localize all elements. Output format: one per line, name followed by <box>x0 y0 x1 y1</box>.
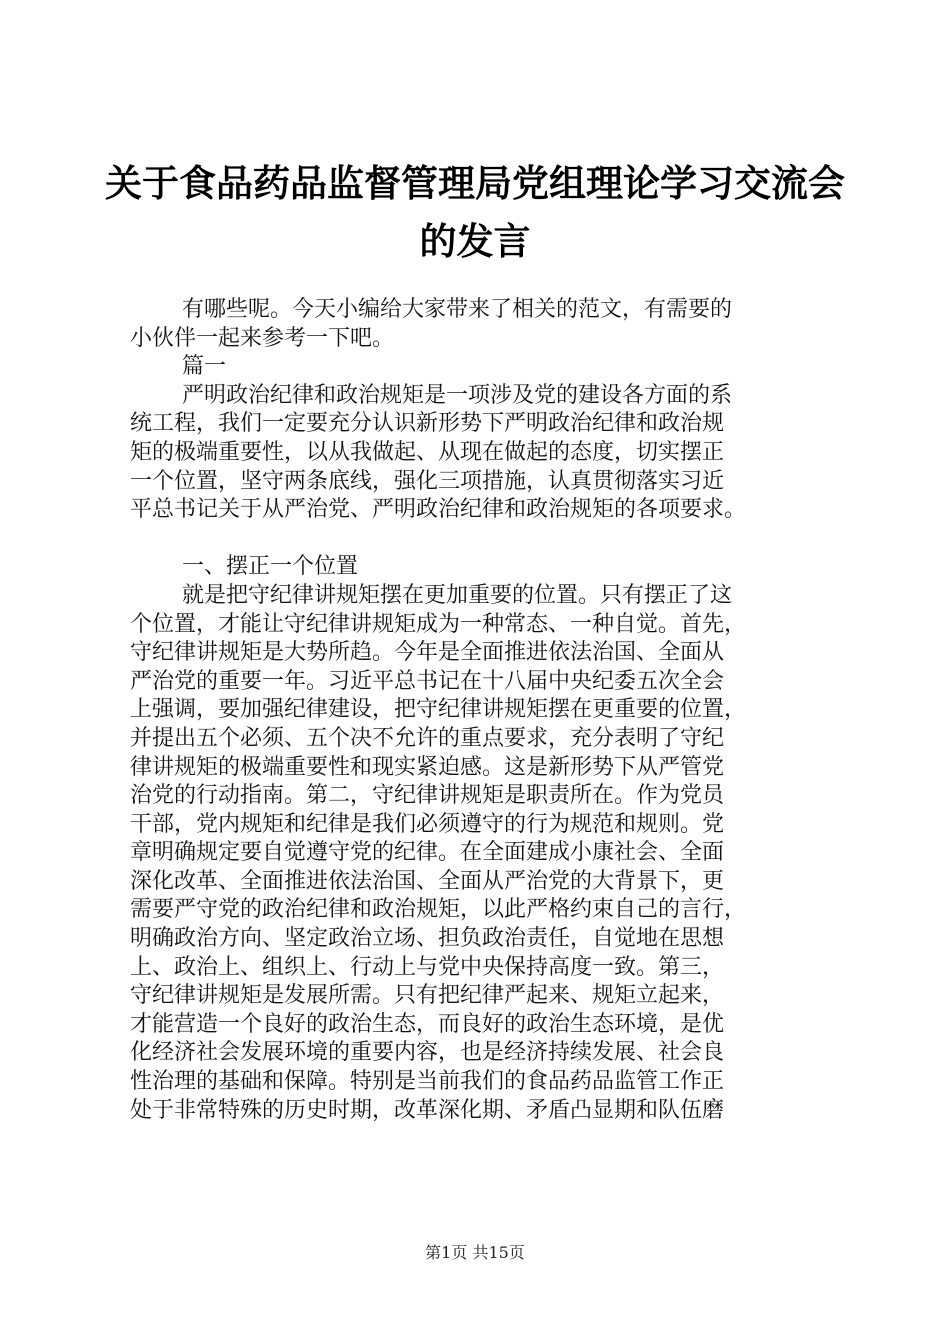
paragraph-line: 统工程，我们一定要充分认识新形势下严明政治纪律和政治规 <box>130 411 725 437</box>
section-heading: 一、摆正一个位置 <box>182 554 359 580</box>
paragraph-line: 律讲规矩的极端重要性和现实紧迫感。这是新形势下从严管党 <box>130 754 725 780</box>
paragraph-line: 治党的行动指南。第二，守纪律讲规矩是职责所在。作为党员 <box>130 783 725 809</box>
paragraph-line: 严治党的重要一年。习近平总书记在十八届中央纪委五次全会 <box>130 668 725 694</box>
paragraph-line: 上强调，要加强纪律建设，把守纪律讲规矩摆在更重要的位置， <box>130 697 747 723</box>
paragraph-line: 守纪律讲规矩是发展所需。只有把纪律严起来、规矩立起来， <box>130 983 725 1009</box>
paragraph-spacer <box>130 525 820 554</box>
paragraph-line: 处于非常特殊的历史时期，改革深化期、矛盾凸显期和队伍磨 <box>130 1097 725 1123</box>
paragraph-line: 化经济社会发展环境的重要内容，也是经济持续发展、社会良 <box>130 1040 725 1066</box>
document-title-line-2: 的发言 <box>419 220 531 263</box>
paragraph-line: 个位置，才能让守纪律讲规矩成为一种常态、一种自觉。首先， <box>130 611 747 637</box>
paragraph-line: 就是把守纪律讲规矩摆在更加重要的位置。只有摆正了这 <box>182 582 733 608</box>
paragraph-line: 章明确规定要自觉遵守党的纪律。在全面建成小康社会、全面 <box>130 840 725 866</box>
paragraph-line: 矩的极端重要性，以从我做起、从现在做起的态度，切实摆正 <box>130 439 725 465</box>
page-number-footer: 第1页 共15页 <box>425 1243 525 1262</box>
paragraph-line: 深化改革、全面推进依法治国、全面从严治党的大背景下，更 <box>130 868 725 894</box>
section-heading: 篇一 <box>182 354 227 380</box>
document-body <box>130 296 820 1125</box>
paragraph-line: 上、政治上、组织上、行动上与党中央保持高度一致。第三， <box>130 954 725 980</box>
paragraph-line: 需要严守党的政治纪律和政治规矩，以此严格约束自己的言行， <box>130 897 747 923</box>
paragraph-line: 平总书记关于从严治党、严明政治纪律和政治规矩的各项要求。 <box>130 497 747 523</box>
paragraph-line: 干部，党内规矩和纪律是我们必须遵守的行为规范和规则。党 <box>130 811 725 837</box>
paragraph-line: 守纪律讲规矩是大势所趋。今年是全面推进依法治国、全面从 <box>130 640 725 666</box>
paragraph-line: 性治理的基础和保障。特别是当前我们的食品药品监管工作正 <box>130 1069 725 1095</box>
paragraph-line: 有哪些呢。今天小编给大家带来了相关的范文，有需要的 <box>182 297 733 322</box>
paragraph-line: 明确政治方向、坚定政治立场、担负政治责任，自觉地在思想 <box>130 926 725 952</box>
paragraph-line: 才能营造一个良好的政治生态，而良好的政治生态环境，是优 <box>130 1011 725 1037</box>
paragraph-line: 小伙伴一起来参考一下吧。 <box>130 325 395 351</box>
document-title-line-1: 关于食品药品监督管理局党组理论学习交流会 <box>105 162 845 205</box>
paragraph-line: 并提出五个必须、五个决不允许的重点要求，充分表明了守纪 <box>130 725 725 751</box>
paragraph-line: 严明政治纪律和政治规矩是一项涉及党的建设各方面的系 <box>182 382 733 408</box>
paragraph-line: 一个位置，坚守两条底线，强化三项措施，认真贯彻落实习近 <box>130 468 725 494</box>
